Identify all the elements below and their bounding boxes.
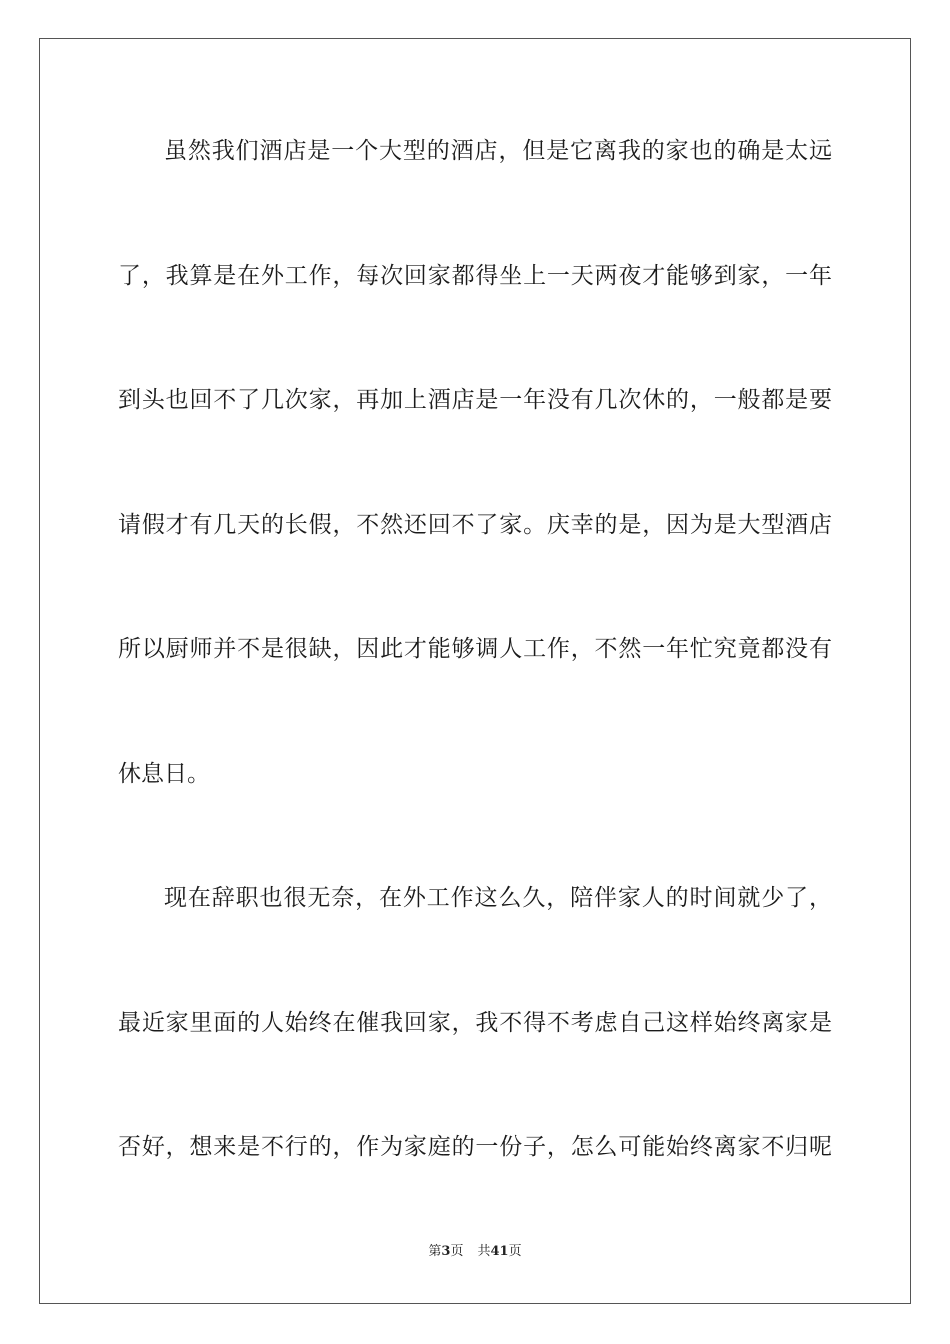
page-suffix: 页 [450, 1244, 464, 1259]
total-pages-number: 41 [490, 1244, 509, 1259]
paragraph-1-line-4: 请假才有几天的长假，不然还回不了家。庆幸的是，因为是大型酒店 [118, 512, 832, 538]
paragraph-1-line-5: 所以厨师并不是很缺，因此才能够调人工作，不然一年忙究竟都没有 [118, 636, 832, 662]
paragraph-1-line-2: 了，我算是在外工作，每次回家都得坐上一天两夜才能够到家，一年 [118, 263, 832, 289]
page-prefix: 第 [428, 1244, 442, 1259]
paragraph-2-line-3: 否好，想来是不行的，作为家庭的一份子，怎么可能始终离家不归呢 [118, 1134, 832, 1160]
total-prefix: 共 [477, 1244, 491, 1259]
paragraph-2-line-2: 最近家里面的人始终在催我回家，我不得不考虑自己这样始终离家是 [118, 1010, 832, 1036]
current-page-number: 3 [441, 1244, 451, 1259]
total-suffix: 页 [508, 1244, 522, 1259]
paragraph-1-line-3: 到头也回不了几次家，再加上酒店是一年没有几次休的，一般都是要 [118, 387, 832, 413]
paragraph-2-line-1: 现在辞职也很无奈，在外工作这么久，陪伴家人的时间就少了， [164, 885, 832, 911]
paragraph-1-line-1: 虽然我们酒店是一个大型的酒店，但是它离我的家也的确是太远 [164, 138, 832, 164]
page-border [39, 38, 911, 1304]
paragraph-1-line-6: 休息日。 [118, 761, 210, 787]
page-footer [0, 1243, 950, 1261]
